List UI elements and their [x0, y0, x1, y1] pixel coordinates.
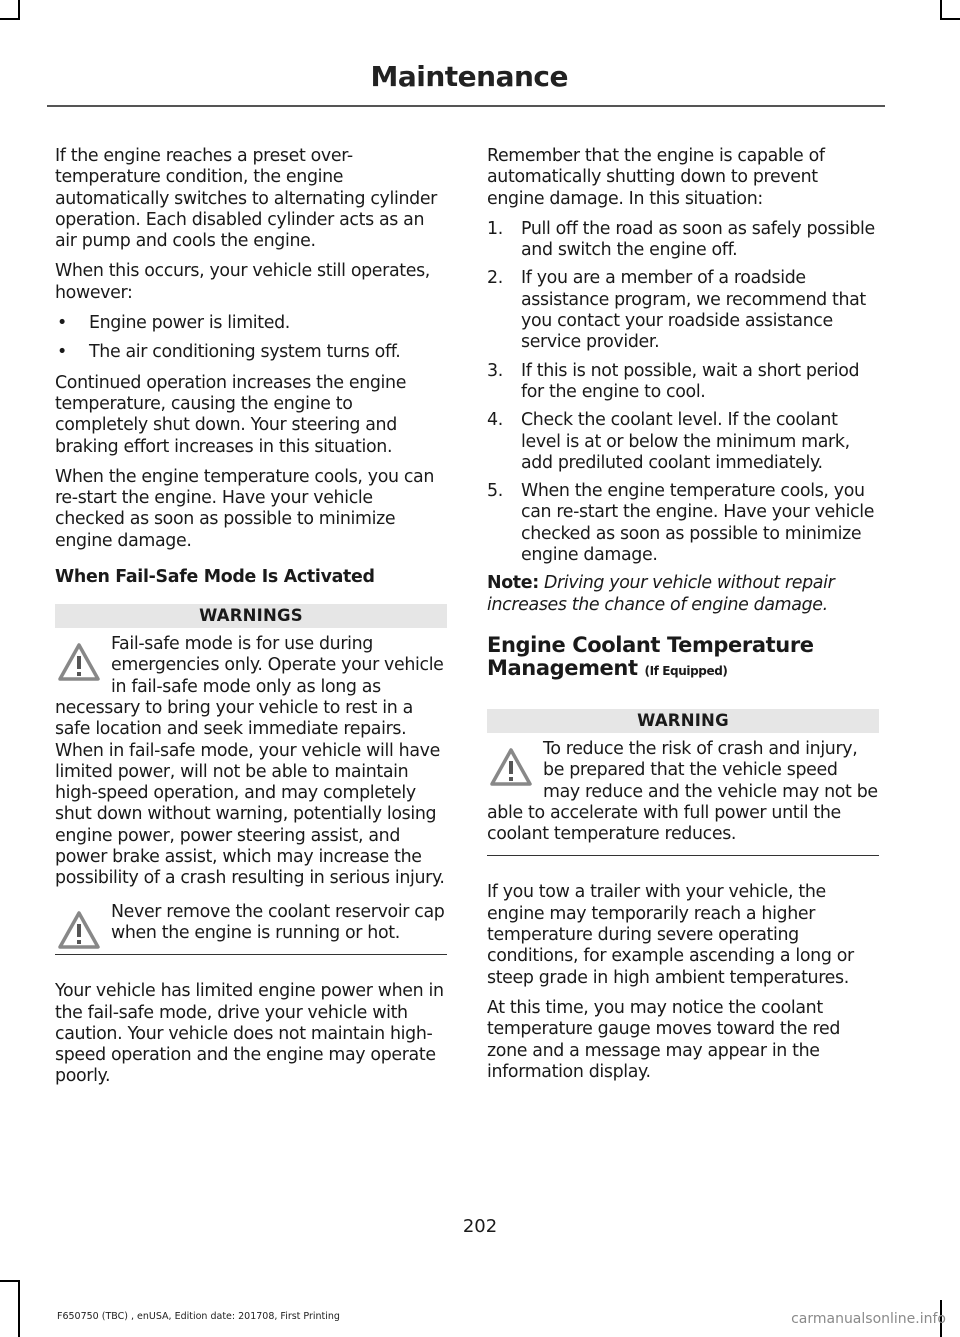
warning-item [55, 634, 447, 890]
list-item-text: When the engine temperature cools, you can re-start the engine. Have your vehicle checked as soon as possible to minimize engine damage. [521, 481, 875, 566]
paragraph: Continued operation increases the engine temperature, causing the engine to completely shut down. Your steering and braking effort increases in this situation. [55, 372, 407, 457]
warning-triangle-icon [57, 642, 101, 682]
paragraph: Remember that the engine is capable of automatically shutting down to prevent engine damage. In this situation: [487, 146, 825, 209]
list-number: 4. [487, 410, 503, 431]
page-title: Maintenance [370, 60, 568, 93]
crop-mark [0, 18, 20, 20]
warning-text: To reduce the risk of crash and injury, be prepared that the vehicle speed may reduce and the vehicle may not be able to accelerate with full power until the coolant temperature reduces. [487, 738, 878, 845]
paragraph: Your vehicle has limited engine power when in the fail-safe mode, drive your vehicle with caution. Your vehicle does not maintain high-speed operation and the engine may operate poorly. [55, 981, 444, 1087]
page-number: 202 [462, 1216, 498, 1237]
footer-edition-info: F650750 (TBC) , enUSA, Edition date: 201708, First Printing [57, 1311, 340, 1322]
list-item [55, 342, 447, 363]
crop-mark [18, 1280, 20, 1337]
right-column [487, 146, 879, 1092]
list-number: 3. [487, 360, 503, 381]
warning-item [487, 739, 879, 856]
warning-header: WARNING [487, 709, 879, 733]
list-item-text: The air conditioning system turns off. [89, 342, 401, 363]
crop-mark [0, 1280, 20, 1282]
paragraph: When this occurs, your vehicle still operates, however: [55, 261, 430, 303]
list-number: 5. [487, 481, 503, 502]
list-item-text: Engine power is limited. [89, 313, 290, 334]
warning-text: Fail-safe mode is for use during emergencies only. Operate your vehicle in fail-safe mode only as long as necessary to bring your vehicle to rest in a safe location and seek immediate repairs. When in fail-safe mode, your vehicle will have limited power, will not be able to maintain high-speed operation, and may completely shut down without warning, potentially losing engine power, power steering assist, and power brake assist, which may increase the possibility of a crash resulting in serious injury. [55, 634, 445, 889]
list-item [487, 219, 879, 262]
crop-mark [940, 18, 960, 20]
bullet-glyph: • [57, 313, 67, 334]
warning-divider [55, 954, 447, 955]
paragraph: If the engine reaches a preset over-temperature condition, the engine automatically switches to alternating cylinder operation. Each disabled cylinder acts as an air pump and cools the engine. [55, 146, 437, 252]
warning-divider [487, 855, 879, 856]
list-item [487, 361, 879, 404]
list-item-text: Check the coolant level. If the coolant level is at or below the minimum mark, add prediluted coolant immediately. [521, 410, 850, 473]
paragraph: At this time, you may notice the coolant temperature gauge moves toward the red zone and a message may appear in the information display. [487, 997, 841, 1082]
crop-mark [940, 0, 942, 20]
warning-triangle-icon [57, 910, 101, 950]
list-number: 2. [487, 268, 503, 289]
list-item-text: If this is not possible, wait a short period for the engine to cool. [521, 360, 860, 402]
paragraph: If you tow a trailer with your vehicle, the engine may temporarily reach a higher temperature during severe operating conditions, for example ascending a long or steep grade in high ambient temperatures. [487, 882, 854, 988]
paragraph: When the engine temperature cools, you can re-start the engine. Have your vehicle checked as soon as possible to minimize engine damage. [55, 466, 435, 551]
section-title-text: Engine Coolant Temperature Management [487, 632, 814, 680]
section-title [487, 634, 879, 683]
bullet-glyph: • [57, 342, 67, 363]
numbered-list [487, 219, 879, 566]
note-label: Note: [487, 573, 539, 594]
bullet-list [55, 313, 447, 364]
note [487, 573, 879, 616]
watermark[interactable]: carmanualsonline.info [791, 1311, 946, 1327]
subheading: When Fail-Safe Mode Is Activated [55, 567, 375, 588]
section-title-suffix: (If Equipped) [644, 663, 728, 678]
crop-mark [18, 0, 20, 20]
list-item-text: Pull off the road as soon as safely possible and switch the engine off. [521, 218, 875, 261]
warning-text: Never remove the coolant reservoir cap when the engine is running or hot. [111, 901, 445, 943]
list-number: 1. [487, 218, 503, 239]
list-item [487, 481, 879, 566]
list-item [487, 410, 879, 474]
list-item [487, 268, 879, 353]
list-item [55, 313, 447, 334]
warning-triangle-icon [489, 747, 533, 787]
list-item-text: If you are a member of a roadside assistance program, we recommend that you contact your roadside assistance service provider. [521, 268, 866, 353]
header-rule [47, 105, 885, 107]
note-text: Driving your vehicle without repair increases the chance of engine damage. [487, 573, 835, 615]
warnings-header: WARNINGS [55, 604, 447, 628]
left-column [55, 146, 447, 1097]
warning-item [55, 902, 447, 956]
